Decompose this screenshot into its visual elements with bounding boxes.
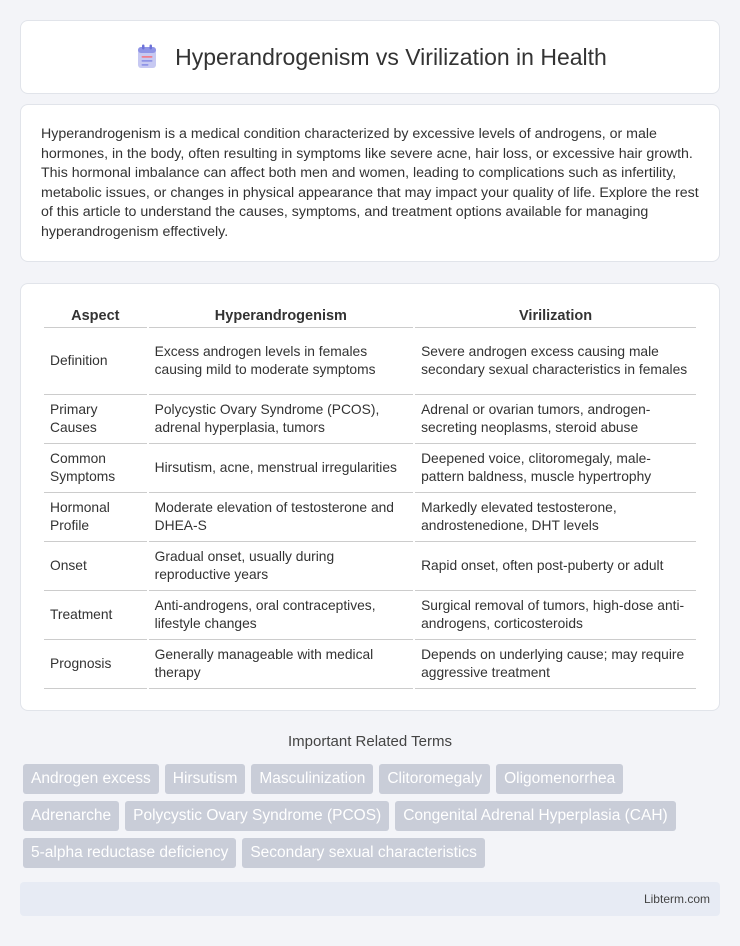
page-title: Hyperandrogenism vs Virilization in Health [175, 43, 607, 70]
comparison-table [42, 306, 698, 689]
row-hyperandrogenism: Polycystic Ovary Syndrome (PCOS), adrenal hyperplasia, tumors [149, 395, 413, 444]
document-icon [133, 43, 161, 71]
related-terms-tags [23, 764, 723, 875]
row-virilization: Deepened voice, clitoromegaly, male-pattern baldness, muscle hypertrophy [415, 444, 696, 493]
row-virilization: Adrenal or ovarian tumors, androgen-secreting neoplasms, steroid abuse [415, 395, 696, 444]
header-hyperandrogenism: Hyperandrogenism [149, 306, 413, 328]
table-row [44, 542, 696, 591]
row-aspect: Primary Causes [44, 395, 147, 444]
table-row [44, 640, 696, 689]
title-wrap [133, 43, 607, 71]
intro-card [20, 104, 720, 262]
tag-row [23, 801, 723, 831]
tag-pcos[interactable]: Polycystic Ovary Syndrome (PCOS) [125, 801, 389, 831]
row-hyperandrogenism: Anti-androgens, oral contraceptives, lifestyle changes [149, 591, 413, 640]
row-virilization: Surgical removal of tumors, high-dose anti-androgens, corticosteroids [415, 591, 696, 640]
row-aspect: Onset [44, 542, 147, 591]
row-aspect: Common Symptoms [44, 444, 147, 493]
row-virilization: Markedly elevated testosterone, androstenedione, DHT levels [415, 493, 696, 542]
tag-row [23, 838, 723, 868]
table-header-row [44, 306, 696, 328]
tag-adrenarche[interactable]: Adrenarche [23, 801, 119, 831]
table-row [44, 493, 696, 542]
row-aspect: Definition [44, 328, 147, 395]
tag-clitoromegaly[interactable]: Clitoromegaly [379, 764, 490, 794]
row-virilization: Depends on underlying cause; may require aggressive treatment [415, 640, 696, 689]
header-virilization: Virilization [415, 306, 696, 328]
tag-secondary-sexual[interactable]: Secondary sexual characteristics [242, 838, 485, 868]
tag-cah[interactable]: Congenital Adrenal Hyperplasia (CAH) [395, 801, 676, 831]
row-hyperandrogenism: Gradual onset, usually during reproductive years [149, 542, 413, 591]
row-hyperandrogenism: Moderate elevation of testosterone and DHEA-S [149, 493, 413, 542]
row-aspect: Prognosis [44, 640, 147, 689]
tag-androgen-excess[interactable]: Androgen excess [23, 764, 159, 794]
tag-hirsutism[interactable]: Hirsutism [165, 764, 246, 794]
row-virilization: Rapid onset, often post-puberty or adult [415, 542, 696, 591]
row-hyperandrogenism: Generally manageable with medical therapy [149, 640, 413, 689]
table-row [44, 591, 696, 640]
comparison-table-card [20, 283, 720, 711]
table-row [44, 328, 696, 395]
row-aspect: Treatment [44, 591, 147, 640]
row-hyperandrogenism: Hirsutism, acne, menstrual irregularities [149, 444, 413, 493]
tag-masculinization[interactable]: Masculinization [251, 764, 373, 794]
footer-site-link[interactable]: Libterm.com [643, 892, 710, 906]
header-card [20, 20, 720, 94]
table-row [44, 395, 696, 444]
header-aspect: Aspect [44, 306, 147, 328]
related-terms-title: Important Related Terms [288, 733, 452, 750]
tag-5-alpha-reductase[interactable]: 5-alpha reductase deficiency [23, 838, 236, 868]
row-hyperandrogenism: Excess androgen levels in females causing mild to moderate symptoms [149, 328, 413, 395]
footer [20, 882, 720, 916]
table-row [44, 444, 696, 493]
tag-oligomenorrhea[interactable]: Oligomenorrhea [496, 764, 623, 794]
tag-row [23, 764, 723, 794]
intro-text: Hyperandrogenism is a medical condition characterized by excessive levels of androgens, or male hormones, in the body, often resulting in symptoms like severe acne, hair loss, or excessive hair growth. This hormonal imbalance can affect both men and women, leading to complications such as infertility, metabolic issues, or changes in physical appearance that may impact your quality of life. Explore the rest of this article to understand the causes, symptoms, and treatment options available for managing hyperandrogenism effectively. [41, 126, 699, 240]
row-aspect: Hormonal Profile [44, 493, 147, 542]
row-virilization: Severe androgen excess causing male secondary sexual characteristics in females [415, 328, 696, 395]
